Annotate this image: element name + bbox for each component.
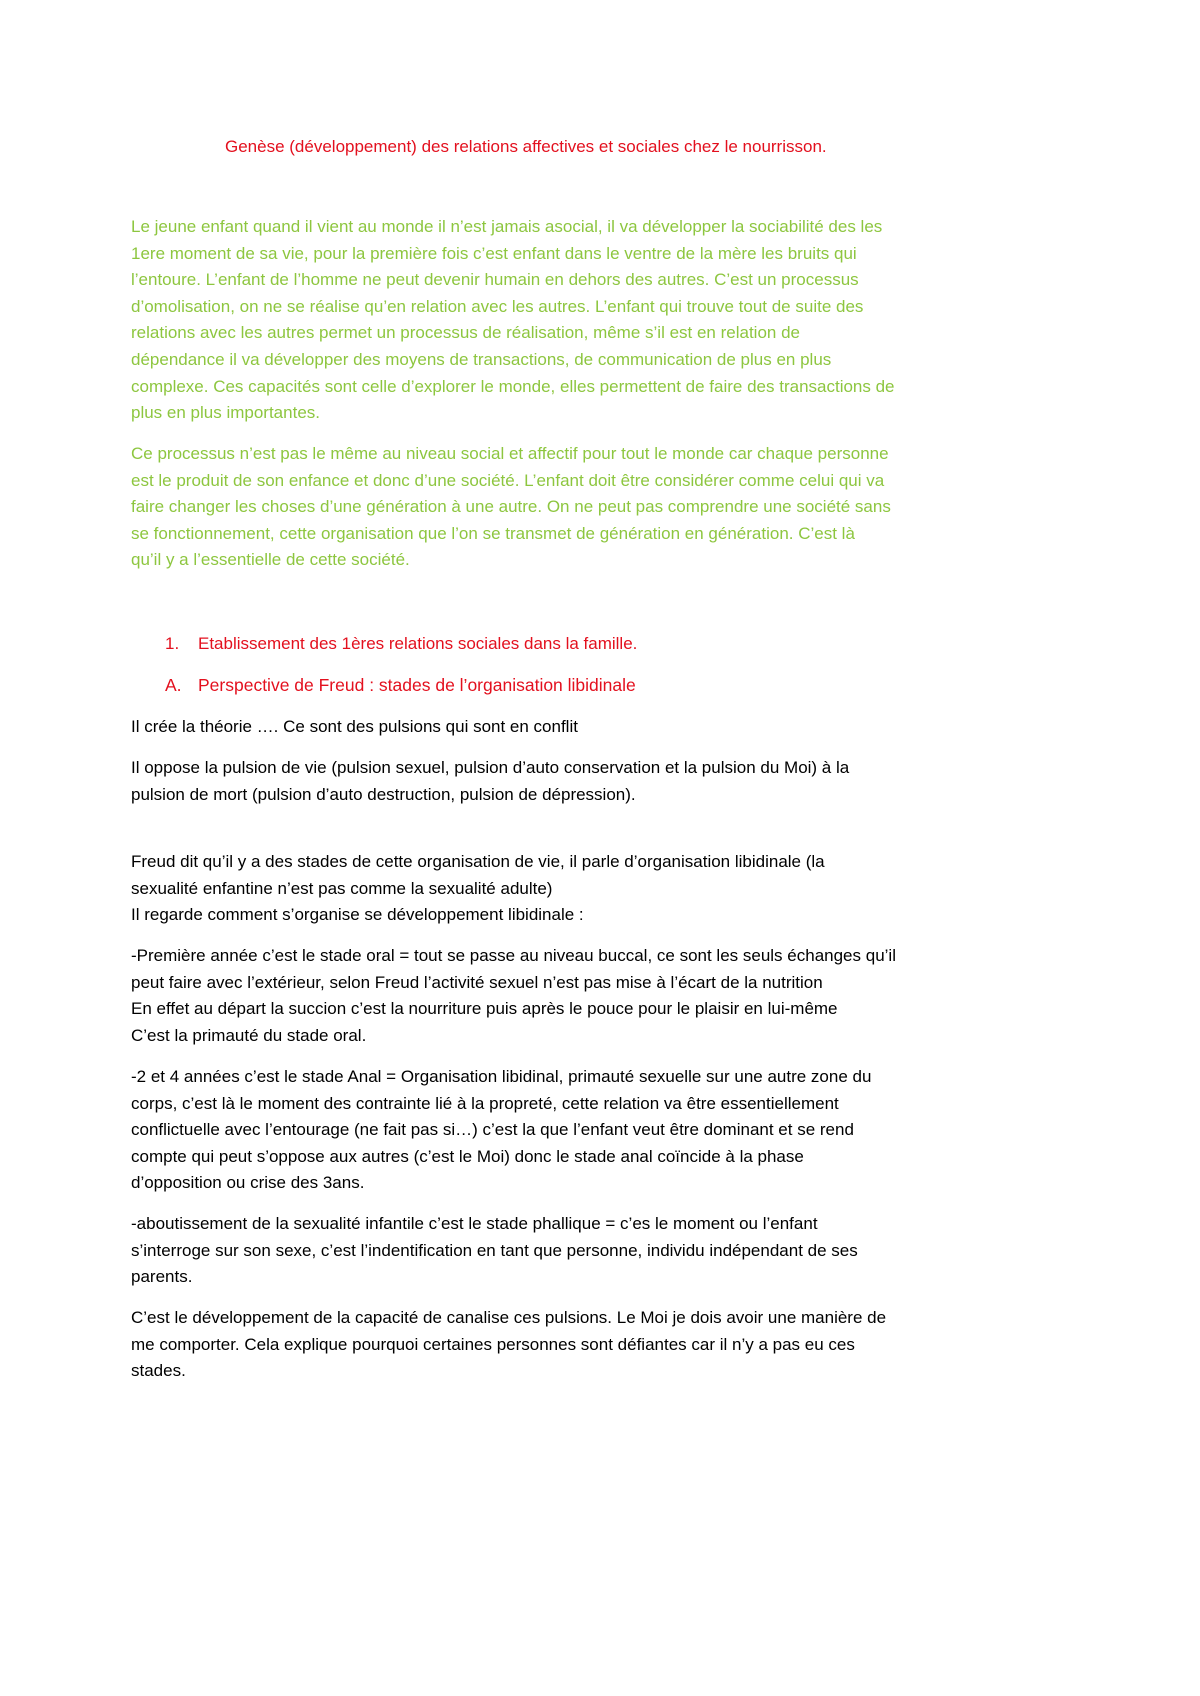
paragraph-line: plus en plus importantes.	[131, 403, 320, 423]
paragraph-line: conflictuelle avec l’entourage (ne fait pas si…) c’est la que l’enfant veut être dominant et se rend	[131, 1120, 854, 1140]
body-paragraph	[131, 1305, 886, 1385]
paragraph-line: dépendance il va développer des moyens de transactions, de communication de plus en plus	[131, 349, 832, 369]
paragraph-line: -Première année c’est le stade oral = tout se passe au niveau buccal, ce sont les seuls échanges qu’il	[131, 946, 896, 965]
paragraph-line: Freud dit qu’il y a des stades de cette organisation de vie, il parle d’organisation libidinale (la	[131, 852, 825, 871]
paragraph-line: Il oppose la pulsion de vie (pulsion sexuel, pulsion d’auto conservation et la pulsion du Moi) à la	[131, 758, 850, 777]
paragraph-line: sexualité enfantine n’est pas comme la sexualité adulte)	[131, 878, 553, 898]
paragraph-line: C’est la primauté du stade oral.	[131, 1025, 367, 1045]
document-title: Genèse (développement) des relations affectives et sociales chez le nourrisson.	[225, 137, 827, 156]
paragraph-line: Il crée la théorie …. Ce sont des pulsions qui sont en conflit	[131, 717, 578, 736]
paragraph-line: corps, c’est là le moment des contrainte lié à la propreté, cette relation va être essentiellement	[131, 1093, 839, 1113]
paragraph-line: se fonctionnement, cette organisation que l’on se transmet de génération en génération. C’est là	[131, 523, 855, 543]
subsection-heading	[165, 672, 636, 699]
paragraph-line: l’entoure. L’enfant de l’homme ne peut devenir humain en dehors des autres. C’est un processus	[131, 270, 859, 290]
intro-paragraph	[131, 441, 891, 574]
paragraph-line: C’est le développement de la capacité de canalise ces pulsions. Le Moi je dois avoir une manière de	[131, 1308, 887, 1327]
body-paragraph	[131, 714, 578, 741]
body-paragraph	[131, 943, 896, 1049]
paragraph-line: Le jeune enfant quand il vient au monde il n’est jamais asocial, il va développer la sociabilité des les	[131, 217, 883, 236]
paragraph-line: s’interroge sur son sexe, c’est l’indentification en tant que personne, individu indépendant de ses	[131, 1240, 858, 1260]
section-title: Etablissement des 1ères relations sociales dans la famille.	[198, 634, 638, 653]
subsection-title: Perspective de Freud : stades de l’organisation libidinale	[198, 675, 636, 695]
paragraph-line: En effet au départ la succion c’est la nourriture puis après le pouce pour le plaisir en lui-même	[131, 999, 838, 1019]
section-heading	[165, 631, 637, 658]
paragraph-line: Ce processus n’est pas le même au niveau social et affectif pour tout le monde car chaque personne	[131, 444, 889, 463]
paragraph-line: stades.	[131, 1361, 186, 1381]
paragraph-line: d’omolisation, on ne se réalise qu’en relation avec les autres. L’enfant qui trouve tout de suite des	[131, 296, 864, 316]
paragraph-line: d’opposition ou crise des 3ans.	[131, 1173, 365, 1193]
paragraph-line: qu’il y a l’essentielle de cette société.	[131, 550, 410, 570]
paragraph-line: compte qui peut s’oppose aux autres (c’est le Moi) donc le stade anal coïncide à la phase	[131, 1146, 804, 1166]
paragraph-line: 1ere moment de sa vie, pour la première fois c’est enfant dans le ventre de la mère les bruits qui	[131, 243, 857, 263]
paragraph-line: -aboutissement de la sexualité infantile c’est le stade phallique = c’es le moment ou l’enfant	[131, 1214, 818, 1233]
paragraph-line: faire changer les choses d’une génération à une autre. On ne peut pas comprendre une société sans	[131, 497, 891, 517]
intro-paragraph	[131, 214, 895, 427]
paragraph-line: complexe. Ces capacités sont celle d’explorer le monde, elles permettent de faire des transactions de	[131, 376, 895, 396]
body-paragraph	[131, 1064, 871, 1197]
section-number: 1.	[165, 634, 180, 653]
body-paragraph	[131, 849, 825, 929]
paragraph-line: pulsion de mort (pulsion d’auto destruction, pulsion de dépression).	[131, 784, 636, 804]
paragraph-line: est le produit de son enfance et donc d’une société. L’enfant doit être considérer comme celui qui va	[131, 470, 885, 490]
body-paragraph	[131, 1211, 858, 1291]
paragraph-line: me comporter. Cela explique pourquoi certaines personnes sont défiantes car il n’y a pas eu ces	[131, 1334, 855, 1354]
subsection-letter: A.	[165, 675, 182, 695]
paragraph-line: parents.	[131, 1267, 193, 1287]
paragraph-line: -2 et 4 années c’est le stade Anal = Organisation libidinal, primauté sexuelle sur une autre zone du	[131, 1067, 872, 1086]
body-paragraph	[131, 755, 849, 808]
paragraph-line: relations avec les autres permet un processus de réalisation, même s’il est en relation de	[131, 323, 801, 343]
paragraph-line: Il regarde comment s’organise se développement libidinale :	[131, 905, 584, 925]
paragraph-line: peut faire avec l’extérieur, selon Freud l’activité sexuel n’est pas mise à l’écart de la nutrition	[131, 972, 823, 992]
